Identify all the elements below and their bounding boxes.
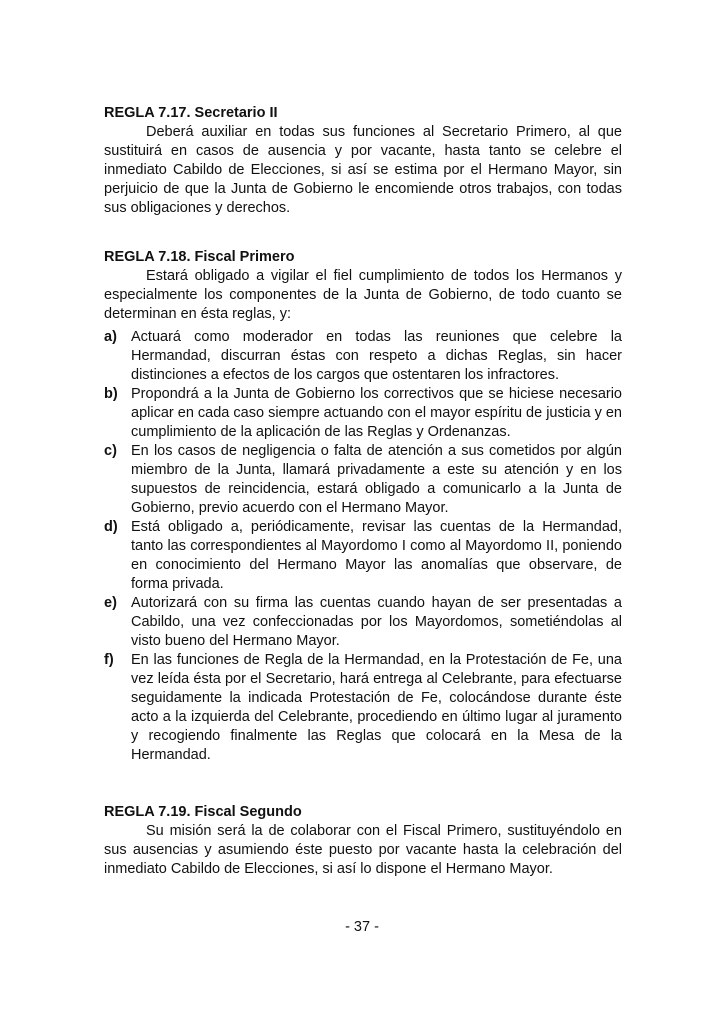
list-item-letter: e) (104, 595, 117, 611)
document-page (104, 104, 622, 879)
list-item-letter: c) (104, 443, 117, 459)
section-paragraph: Estará obligado a vigilar el fiel cumplimiento de todos los Hermanos y especialmente los componentes de la Junta de Gobierno, de todo cuanto se determinan en ésta reglas, y: (104, 268, 622, 322)
list-item-letter: a) (104, 329, 117, 345)
list-item-text: Propondrá a la Junta de Gobierno los correctivos que se hiciese necesario aplicar en cada caso siempre actuando con el mayor espíritu de justicia y en cumplimiento de la aplicación de las Reglas y Ordenanzas. (131, 386, 622, 440)
regla-7-17-section (104, 104, 622, 218)
section-paragraph: Su misión será la de colaborar con el Fiscal Primero, sustituyéndolo en sus ausencias y asumiendo éste puesto por vacante hasta la celebración del inmediato Cabildo de Elecciones, si así lo dispone el Hermano Mayor. (104, 823, 622, 877)
list-item-letter: d) (104, 519, 118, 535)
list-item (104, 651, 622, 765)
list-item-text: Está obligado a, periódicamente, revisar las cuentas de la Hermandad, tanto las correspondientes al Mayordomo I como al Mayordomo II, poniendo en conocimiento del Hermano Mayor las anomalías que observare, de forma privada. (131, 519, 622, 592)
section-title: REGLA 7.17. Secretario II (104, 105, 278, 121)
list-item (104, 594, 622, 651)
list-item-letter: b) (104, 386, 118, 402)
page-number: - 37 - (345, 919, 379, 935)
list-item (104, 385, 622, 442)
list-item (104, 518, 622, 594)
regla-7-19-section (104, 803, 622, 879)
obligations-list (104, 328, 622, 765)
regla-7-18-section (104, 248, 622, 765)
section-title: REGLA 7.19. Fiscal Segundo (104, 804, 302, 820)
section-title: REGLA 7.18. Fiscal Primero (104, 249, 295, 265)
list-item-text: Autorizará con su firma las cuentas cuando hayan de ser presentadas a Cabildo, una vez confeccionadas por los Mayordomos, sometiéndolas al visto bueno del Hermano Mayor. (131, 595, 622, 649)
section-paragraph: Deberá auxiliar en todas sus funciones al Secretario Primero, al que sustituirá en casos de ausencia y por vacante, hasta tanto se celebre el inmediato Cabildo de Elecciones, si así se estima por el Hermano Mayor, sin perjuicio de que la Junta de Gobierno le encomiende otros trabajos, con todas sus obligaciones y derechos. (104, 124, 622, 216)
list-item (104, 328, 622, 385)
list-item-letter: f) (104, 652, 114, 668)
list-item-text: En los casos de negligencia o falta de atención a sus cometidos por algún miembro de la Junta, llamará privadamente a este su atención y en los supuestos de reincidencia, estará obligado a comunicarlo a la Junta de Gobierno, previo acuerdo con el Hermano Mayor. (131, 443, 622, 516)
list-item-text: Actuará como moderador en todas las reuniones que celebre la Hermandad, discurran éstas con respeto a dichas Reglas, sin hacer distinciones a efectos de los cargos que ostentaren los infractores. (131, 329, 622, 383)
list-item-text: En las funciones de Regla de la Hermandad, en la Protestación de Fe, una vez leída ésta por el Secretario, hará entrega al Celebrante, para efectuarse seguidamente la indicada Protestación de Fe, colocándose durante éste acto a la izquierda del Celebrante, procediendo en último lugar al juramento y recogiendo finalmente las Reglas que colocará en la Mesa de la Hermandad. (131, 652, 622, 763)
list-item (104, 442, 622, 518)
